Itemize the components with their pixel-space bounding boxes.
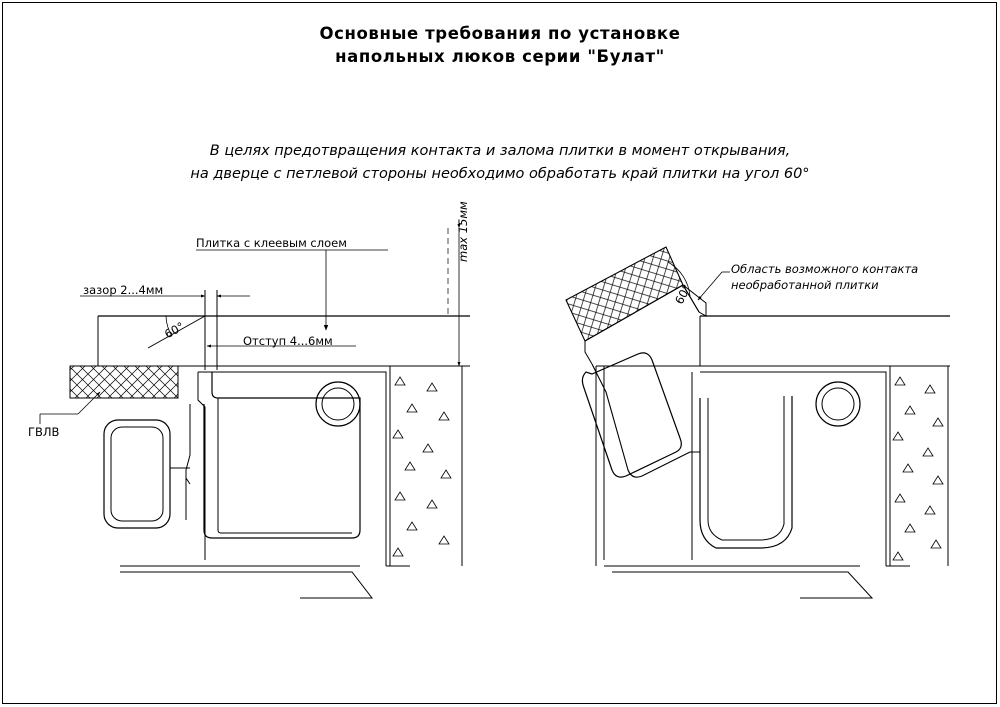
gvlv-hatched-block (70, 366, 178, 398)
r-frame-top (700, 372, 886, 566)
hinge-plate-inner (111, 427, 163, 521)
lock-circle-inner (322, 388, 354, 420)
r-opened-tile-hatch (566, 247, 683, 341)
r-hinge-link-outer (700, 396, 792, 548)
hinge-arm-upper (186, 404, 190, 484)
label-offset: Отступ 4...6мм (243, 334, 333, 348)
r-lock-circle-outer (816, 382, 860, 426)
label-gap: зазор 2...4мм (83, 283, 164, 297)
door-panel-inner (218, 398, 352, 533)
right-assembly-drawing (566, 247, 950, 598)
label-angle-left: 60° (162, 319, 187, 342)
r-lock-circle-inner (822, 388, 854, 420)
r-leader-contact-arrow (698, 272, 722, 300)
label-max-15mm: max 15мм (456, 201, 470, 262)
bottom-rail-line-2 (120, 572, 372, 598)
r-bottom-rail-2 (612, 572, 872, 598)
frame-top-right (205, 372, 386, 566)
door-panel-outline (204, 372, 360, 538)
r-door-panel-path (592, 364, 690, 477)
r-concrete-texture (893, 377, 943, 560)
lock-circle-outer (316, 382, 360, 426)
label-contact-line-1: Область возможного контакта (731, 262, 919, 276)
r-door-rounded-panel (582, 353, 681, 477)
r-door-edge-1 (585, 341, 592, 364)
label-gvlv: ГВЛВ (28, 425, 60, 439)
r-hinge-link-inner (708, 396, 784, 540)
label-angle-right: 60° (672, 281, 694, 307)
subtitle-line-2: на дверце с петлевой стороны необходимо обработать край плитки на угол 60° (190, 166, 810, 182)
subtitle-line-1: В целях предотвращения контакта и залома плитки в момент открывания, (209, 143, 791, 159)
label-tile-with-glue: Плитка с клеевым слоем (196, 236, 347, 250)
title-line-2: напольных люков серии "Булат" (335, 47, 665, 66)
title-line-1: Основные требования по установке (319, 24, 681, 43)
hinge-plate-outer (104, 420, 170, 528)
concrete-texture (393, 377, 451, 556)
label-contact-line-2: необработанной плитки (731, 278, 879, 292)
